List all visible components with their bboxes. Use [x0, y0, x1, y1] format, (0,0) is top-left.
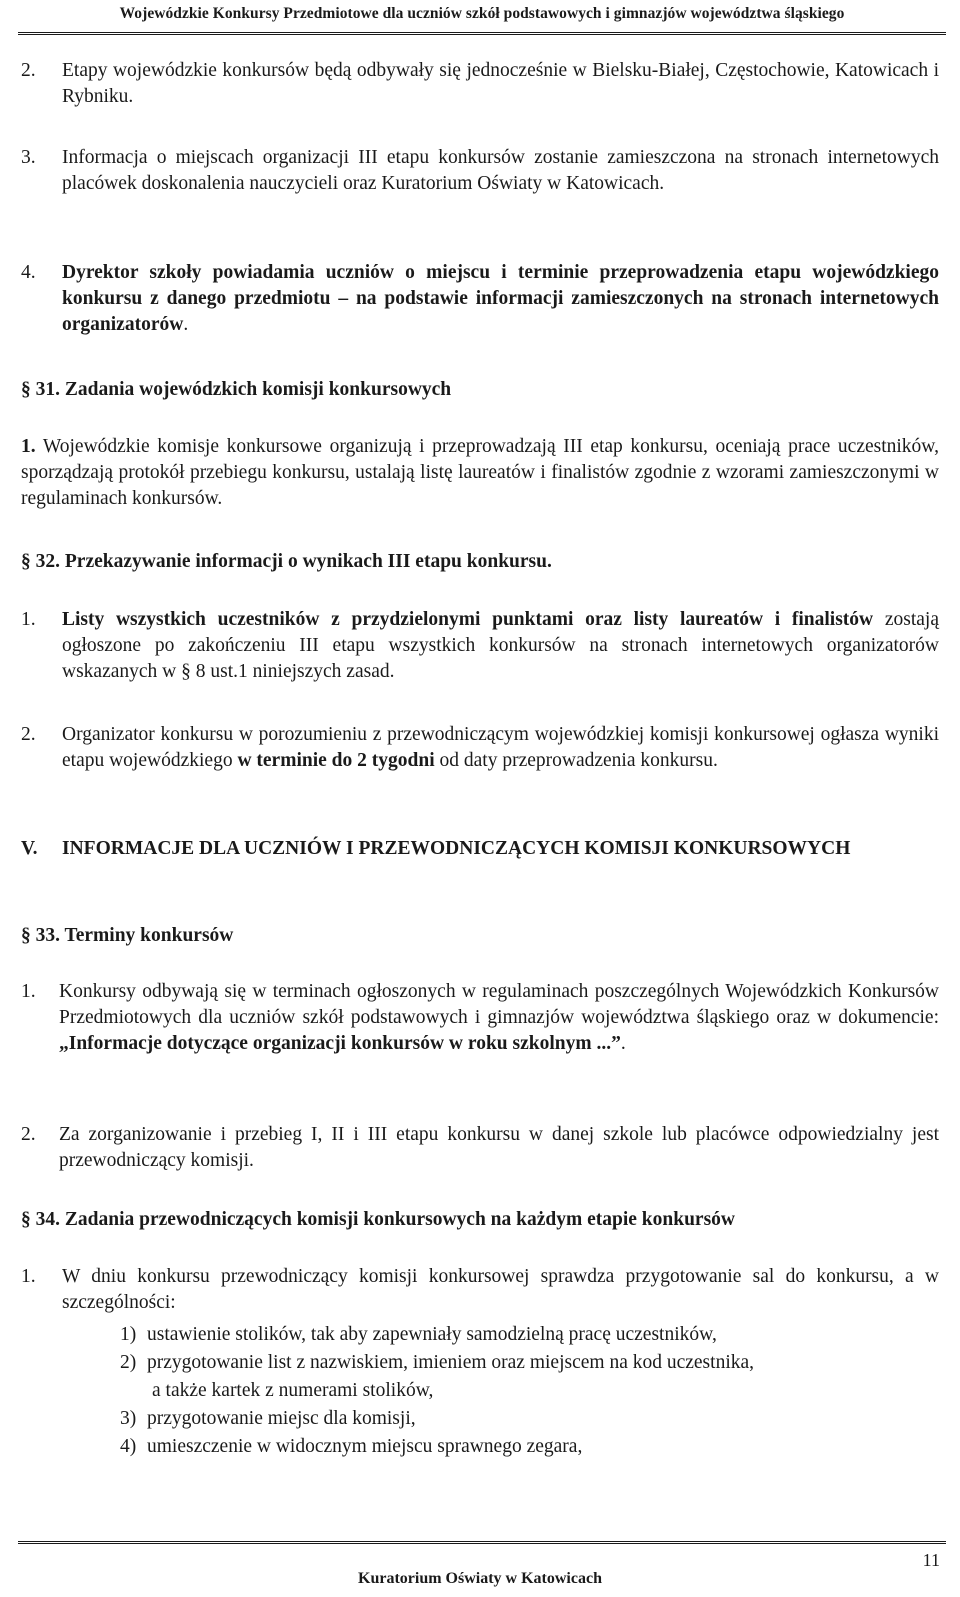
item-text-c: od daty przeprowadzenia konkursu.	[434, 750, 718, 771]
sub-item-number: 1)	[120, 1324, 137, 1345]
item-text-bold: w terminie do 2 tygodni	[237, 750, 435, 771]
item-number: 1.	[21, 609, 36, 630]
list-item	[21, 434, 939, 512]
item-number: 3.	[21, 147, 36, 168]
list-item	[21, 1122, 939, 1174]
item-number: 2.	[21, 60, 36, 81]
item-number: 1.	[21, 436, 36, 457]
section-33-heading: § 33. Terminy konkursów	[21, 925, 234, 946]
sub-item-number: 3)	[120, 1408, 137, 1429]
list-item	[21, 979, 939, 1057]
item-text-bold: Listy wszystkich uczestników z przydzielonymi punktami oraz listy laureatów i finalistów	[62, 609, 874, 630]
list-item	[21, 260, 939, 338]
sub-item-text: przygotowanie list z nazwiskiem, imieniem oraz miejscem na kod uczestnika,	[147, 1352, 755, 1373]
item-text: Za zorganizowanie i przebieg I, II i III etapu konkursu w danej szkole lub placówce odpowiedzialny jest przewodniczący komisji.	[59, 1124, 939, 1171]
item-text-a: Organizator konkursu w porozumieniu z przewodniczącym wojewódzkiej komisji konkursowej ogłasza wyniki etapu wojewódzkiego	[62, 724, 939, 771]
chapter-title: INFORMACJE DLA UCZNIÓW I PRZEWODNICZĄCYCH KOMISJI KONKURSOWYCH	[62, 838, 851, 859]
item-text	[59, 979, 939, 1057]
sub-item-text: przygotowanie miejsc dla komisji,	[147, 1408, 416, 1429]
list-item	[21, 58, 939, 110]
item-text-body: Wojewódzkie komisje konkursowe organizują i przeprowadzają III etap konkursu, oceniają prace uczestników, sporządzają protokół przebiegu konkursu, ustalają listę laureatów i finalistów zgodnie z wzorami zamieszczonymi w regulaminach konkursów.	[21, 436, 939, 509]
chapter-number: V.	[21, 838, 38, 859]
sub-item-text: umieszczenie w widocznym miejscu sprawnego zegara,	[147, 1436, 583, 1457]
item-text	[62, 607, 939, 685]
sub-item-text: a także kartek z numerami stolików,	[152, 1380, 434, 1401]
item-text-bold: Dyrektor szkoły powiadamia uczniów o miejscu i terminie przeprowadzenia etapu wojewódzkiego konkursu z danego przedmiotu – na podstawie informacji zamieszczonych na stronach internetowych organizatorów	[62, 262, 939, 335]
footer-divider	[18, 1541, 946, 1544]
section-34-heading: § 34. Zadania przewodniczących komisji konkursowych na każdym etapie konkursów	[21, 1209, 735, 1230]
chapter-heading	[21, 836, 939, 862]
item-text	[21, 434, 939, 512]
list-item	[21, 607, 939, 685]
item-text	[62, 260, 939, 338]
item-number: 1.	[21, 981, 36, 1002]
item-text-rest: zostają ogłoszone po zakończeniu III etapu wszystkich konkursów na stronach internetowych organizatorów wskazanych w § 8 ust.1 niniejszych zasad.	[62, 609, 939, 682]
section-32-heading: § 32. Przekazywanie informacji o wynikach III etapu konkursu.	[21, 551, 552, 572]
item-number: 2.	[21, 724, 36, 745]
item-text-c: .	[620, 1033, 626, 1054]
section-31-heading: § 31. Zadania wojewódzkich komisji konkursowych	[21, 379, 452, 400]
list-item	[21, 722, 939, 774]
page-number: 11	[922, 1550, 940, 1570]
item-text: W dniu konkursu przewodniczący komisji konkursowej sprawdza przygotowanie sal do konkursu, a w szczególności:	[62, 1266, 939, 1313]
item-text	[62, 722, 939, 774]
item-text: Etapy wojewódzkie konkursów będą odbywały się jednocześnie w Bielsku-Białej, Częstochowie, Katowicach i Rybniku.	[62, 60, 939, 107]
item-text-a: Konkursy odbywają się w terminach ogłoszonych w regulaminach poszczególnych Wojewódzkich Konkursów Przedmiotowych dla uczniów szkół podstawowych i gimnazjów województwa śląskiego oraz w dokumencie:	[59, 981, 939, 1028]
sub-item-number: 2)	[120, 1352, 137, 1373]
footer-organization: Kuratorium Oświaty w Katowicach	[358, 1570, 602, 1587]
sub-item-text: ustawienie stolików, tak aby zapewniały samodzielną pracę uczestników,	[147, 1324, 717, 1345]
sub-item-number: 4)	[120, 1436, 137, 1457]
list-item	[21, 1264, 939, 1316]
item-number: 2.	[21, 1124, 36, 1145]
list-item	[21, 145, 939, 197]
page-header: Wojewódzkie Konkursy Przedmiotowe dla uczniów szkół podstawowych i gimnazjów województwa śląskiego	[18, 4, 946, 35]
item-number: 4.	[21, 262, 36, 283]
item-text: Informacja o miejscach organizacji III etapu konkursów zostanie zamieszczona na stronach internetowych placówek doskonalenia nauczycieli oraz Kuratorium Oświaty w Katowicach.	[62, 147, 939, 194]
item-text-bold: „Informacje dotyczące organizacji konkursów w roku szkolnym ...”	[59, 1033, 621, 1054]
item-text-end: .	[183, 314, 189, 335]
item-number: 1.	[21, 1266, 36, 1287]
